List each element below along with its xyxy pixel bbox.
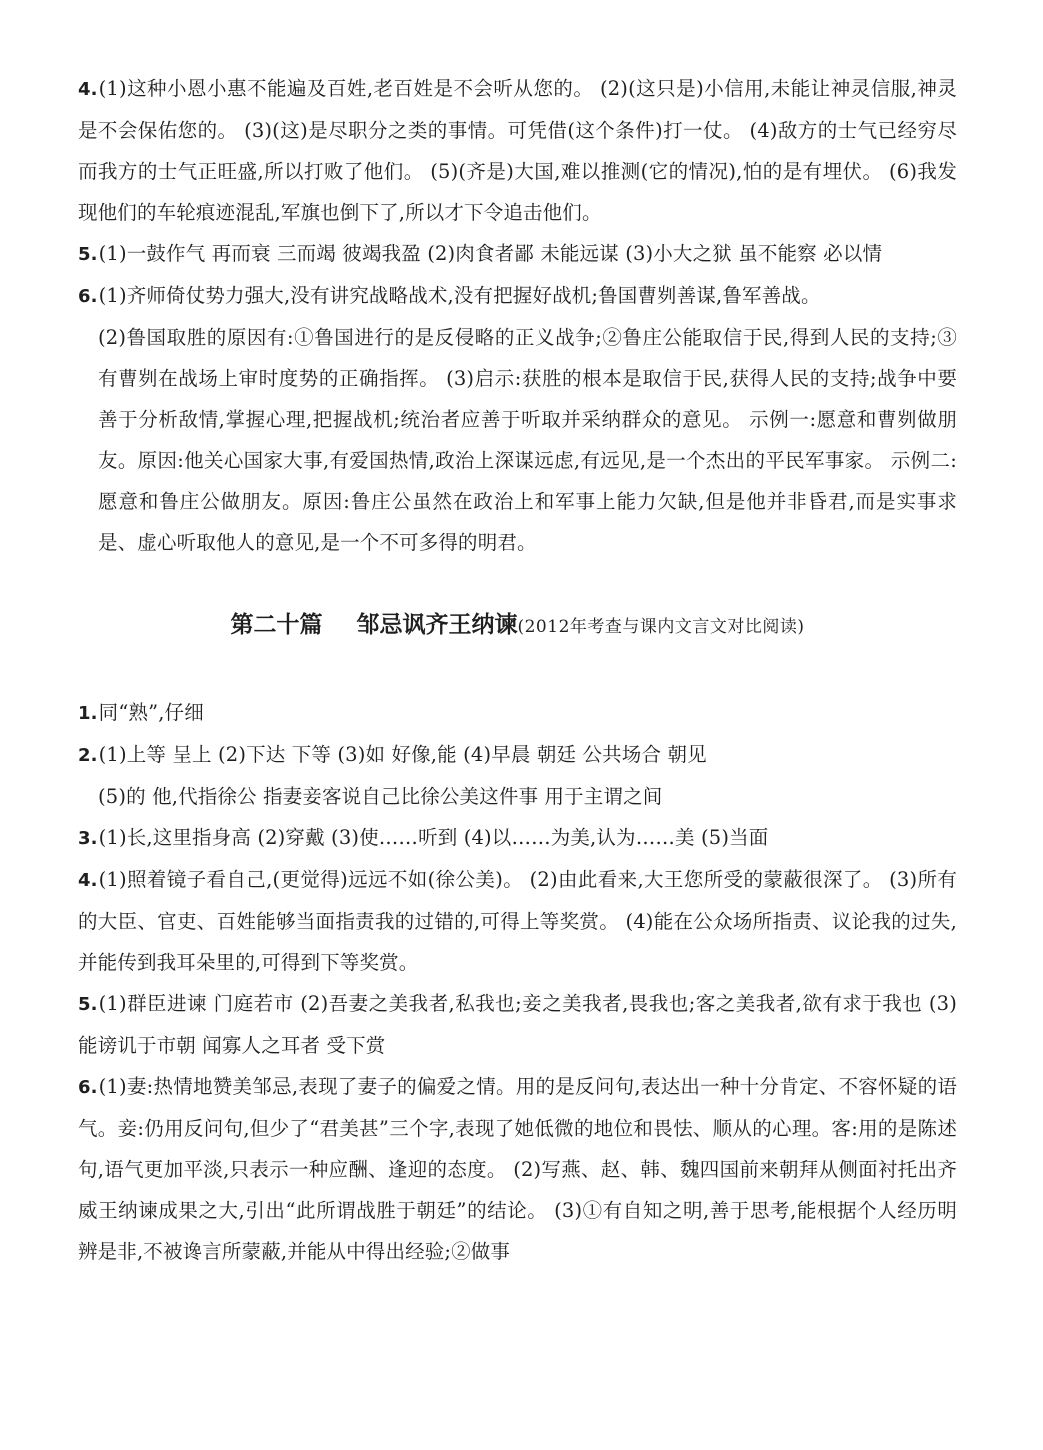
answer-text: 同“熟”,仔细 (98, 701, 204, 724)
answer-item-6-continued (78, 317, 957, 563)
question-number: 4. (78, 79, 98, 100)
answer-item-1 (78, 692, 957, 734)
answer-text: (1)一鼓作气 再而衰 三而竭 彼竭我盈 (2)肉食者鄙 未能远谋 (3)小大之狱 虽不能察 必以情 (98, 242, 883, 265)
answer-item-6 (78, 1066, 957, 1272)
answer-item-2-continued (78, 776, 957, 817)
answer-text: (1)群臣进谏 门庭若市 (2)吾妻之美我者,私我也;妾之美我者,畏我也;客之美我者,欲有求于我也 (3)能谤讥于市朝 闻寡人之耳者 受下赏 (78, 992, 957, 1057)
section-20-answers (78, 692, 957, 1272)
answer-item-2 (78, 734, 957, 776)
answer-text: (1)照着镜子看自己,(更觉得)远远不如(徐公美)。 (2)由此看来,大王您所受的蒙蔽很深了。 (3)所有的大臣、官吏、百姓能够当面指责我的过错的,可得上等奖赏。 (4)能在公众场所指责、议论我的过失,并能传到我耳朵里的,可得到下等奖赏。 (78, 868, 957, 974)
answer-text: (2)鲁国取胜的原因有:①鲁国进行的是反侵略的正义战争;②鲁庄公能取信于民,得到人民的支持;③有曹刿在战场上审时度势的正确指挥。 (3)启示:获胜的根本是取信于民,获得人民的支持;战争中要善于分析敌情,掌握心理,把握战机;统治者应善于听取并采纳群众的意见。 示例一:愿意和曹刿做朋友。原因:他关心国家大事,有爱国热情,政治上深谋远虑,有远见,是一个杰出的平民军事家。 示例二:愿意和鲁庄公做朋友。原因:鲁庄公虽然在政治上和军事上能力欠缺,但是他并非昏君,而是实事求是、虚心听取他人的意见,是一个不可多得的明君。 (98, 326, 957, 554)
answer-item-5 (78, 233, 957, 275)
answer-text: (5)的 他,代指徐公 指妻妾客说自己比徐公美这件事 用于主谓之间 (98, 785, 663, 808)
section-heading (78, 607, 957, 644)
question-number: 5. (78, 244, 98, 265)
answer-text: (1)这种小恩小惠不能遍及百姓,老百姓是不会听从您的。 (2)(这只是)小信用,未能让神灵信服,神灵是不会保佑您的。 (3)(这)是尽职分之类的事情。可凭借(这个条件)打一仗。 (4)敌方的士气已经穷尽而我方的士气正旺盛,所以打败了他们。 (5)(齐是)大国,难以推测(它的情况),怕的是有埋伏。 (6)我发现他们的车轮痕迹混乱,军旗也倒下了,所以才下令追击他们。 (78, 77, 957, 224)
answer-text: (1)长,这里指身高 (2)穿戴 (3)使……听到 (4)以……为美,认为……美 (5)当面 (98, 826, 769, 849)
question-number: 1. (78, 703, 98, 724)
previous-section-answers (78, 68, 957, 563)
answer-text: (1)上等 呈上 (2)下达 下等 (3)如 好像,能 (4)早晨 朝廷 公共场合 朝见 (98, 743, 707, 766)
question-number: 6. (78, 286, 98, 307)
answer-text: (1)齐师倚仗势力强大,没有讲究战略战术,没有把握好战机;鲁国曹刿善谋,鲁军善战。 (98, 284, 821, 307)
answer-item-5 (78, 983, 957, 1066)
answer-item-4 (78, 859, 957, 983)
answer-item-3 (78, 817, 957, 859)
question-number: 3. (78, 828, 98, 849)
question-number: 5. (78, 994, 98, 1015)
question-number: 6. (78, 1077, 98, 1098)
question-number: 2. (78, 745, 98, 766)
section-title: 邹忌讽齐王纳谏 (356, 612, 518, 638)
answer-text: (1)妻:热情地赞美邹忌,表现了妻子的偏爱之情。用的是反问句,表达出一种十分肯定、不容怀疑的语气。妾:仍用反问句,但少了“君美甚”三个字,表现了她低微的地位和畏怯、顺从的心理。客:用的是陈述句,语气更加平淡,只表示一种应酬、逢迎的态度。 (2)写燕、赵、韩、魏四国前来朝拜从侧面衬托出齐威王纳谏成果之大,引出“此所谓战胜于朝廷”的结论。 (3)①有自知之明,善于思考,能根据个人经历明辨是非,不被谗言所蒙蔽,并能从中得出经验;②做事 (78, 1075, 957, 1263)
question-number: 4. (78, 870, 98, 891)
section-subtitle: (2012年考查与课内文言文对比阅读) (517, 617, 805, 637)
section-number: 第二十篇 (230, 612, 323, 638)
answer-item-4 (78, 68, 957, 233)
answer-item-6 (78, 275, 957, 317)
